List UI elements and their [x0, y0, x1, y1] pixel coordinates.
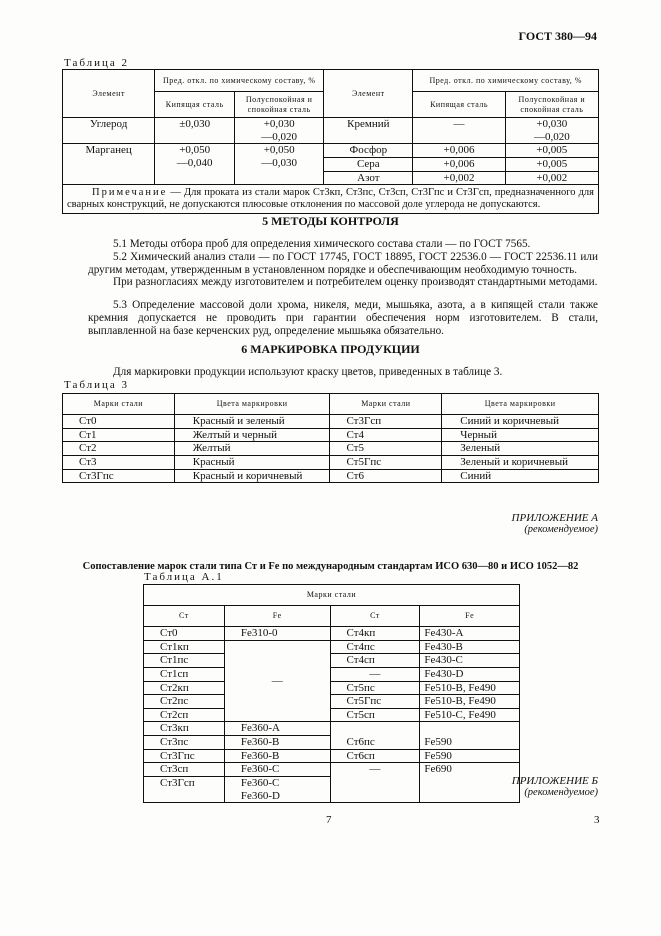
section6-p1: Для маркировки продукции используют краску цветов, приведенных в таблице 3. — [113, 366, 503, 378]
table-a1 — [143, 584, 520, 803]
ta1-cell: — — [330, 763, 420, 803]
ta1-cell: Ст6пс — [330, 736, 420, 750]
table3 — [62, 393, 599, 483]
ta1-cell-dash: — — [224, 640, 330, 722]
ta1-cell: Fe360-B — [224, 736, 330, 750]
ta1-cell: Ст1пс — [144, 654, 225, 668]
t2-row: Сера — [324, 157, 413, 171]
t3-cell: Красный и коричневый — [174, 469, 330, 483]
t2-row: Углерод — [63, 118, 155, 144]
table-a1-caption: Таблица А.1 — [144, 571, 224, 583]
ta1-cell: Ст3сп — [144, 763, 225, 777]
t3-cell: Зеленый — [442, 442, 599, 456]
ta1-cell: Ст3Гпс — [144, 749, 225, 763]
table2-caption: Таблица 2 — [64, 57, 130, 69]
ta1-cell: Ст5сп — [330, 708, 420, 722]
appendix-a-title: Сопоставление марок стали типа Ст и Fe по международным стандартам ИСО 630—80 и ИСО 1052—82 — [82, 561, 579, 572]
appendix-b-sub: (рекомендуемое) — [524, 787, 598, 798]
ta1-header-grades: Марки стали — [144, 585, 520, 606]
ta1-cell: Ст2сп — [144, 708, 225, 722]
ta1-cell — [330, 722, 420, 736]
t2-note: Примечание — Для проката из стали марок Ст3кп, Ст3пс, Ст3сп, Ст3Гпс и Ст3Гсп, предназначенного для сварных конструкций, не допускаются плюсовые отклонения по массовой доле углерода не допускаются. — [63, 185, 599, 214]
t3-header-grade: Марки стали — [63, 394, 175, 415]
t3-cell: Синий и коричневый — [442, 415, 599, 429]
t3-cell: Красный — [174, 455, 330, 469]
t3-header-color: Цвета маркировки — [442, 394, 599, 415]
t2-cell: +0,006 — [413, 157, 505, 171]
ta1-cell: Ст3Гсп — [144, 777, 225, 803]
t3-cell: Ст1 — [63, 428, 175, 442]
ta1-cell: Ст2пс — [144, 695, 225, 709]
t3-cell: Желтый — [174, 442, 330, 456]
t2-col-semi-right: Полуспокойная и спокойная сталь — [505, 92, 598, 118]
ta1-cell: Fe510-B, Fe490 — [420, 681, 520, 695]
t3-cell: Синий — [442, 469, 599, 483]
t2-row: Кремний — [324, 118, 413, 144]
ta1-cell: Fe430-A — [420, 627, 520, 641]
table2 — [62, 69, 599, 214]
ta1-cell: Fe360-B — [224, 749, 330, 763]
ta1-cell: Ст2кп — [144, 681, 225, 695]
t2-cell: +0,006 — [413, 144, 505, 158]
ta1-cell: Fe690 — [420, 763, 520, 803]
t3-cell: Ст3 — [63, 455, 175, 469]
ta1-cell: Fe360-A — [224, 722, 330, 736]
t2-col-boiling-right: Кипящая сталь — [413, 92, 505, 118]
t3-cell: Ст3Гпс — [63, 469, 175, 483]
section5-title: 5 МЕТОДЫ КОНТРОЛЯ — [262, 214, 399, 228]
t2-row: Марганец — [63, 144, 155, 185]
ta1-cell: Fe590 — [420, 736, 520, 750]
t2-col-dev-left: Пред. откл. по химическому составу, % — [155, 70, 324, 92]
ta1-cell: Fe510-B, Fe490 — [420, 695, 520, 709]
t2-col-element-left: Элемент — [63, 70, 155, 118]
section6-title: 6 МАРКИРОВКА ПРОДУКЦИИ — [241, 342, 420, 356]
ta1-cell: Ст6сп — [330, 749, 420, 763]
t2-cell: ±0,030 — [155, 118, 235, 144]
ta1-cell: Ст5Гпс — [330, 695, 420, 709]
table3-caption: Таблица 3 — [64, 379, 130, 391]
t2-row: Азот — [324, 171, 413, 185]
t2-cell: +0,002 — [505, 171, 598, 185]
ta1-cell: Fe310-0 — [224, 627, 330, 641]
ta1-cell: Fe360-C — [224, 763, 330, 777]
ta1-header-fe: Fe — [420, 606, 520, 627]
ta1-cell: Fe430-C — [420, 654, 520, 668]
t2-row: Фосфор — [324, 144, 413, 158]
t2-col-dev-right: Пред. откл. по химическому составу, % — [413, 70, 599, 92]
t3-cell: Ст5Гпс — [330, 455, 442, 469]
t2-col-boiling-left: Кипящая сталь — [155, 92, 235, 118]
t2-col-element-right: Элемент — [324, 70, 413, 118]
ta1-cell: — — [330, 667, 420, 681]
t3-cell: Ст2 — [63, 442, 175, 456]
ta1-cell: Ст1сп — [144, 667, 225, 681]
ta1-cell: Ст1кп — [144, 640, 225, 654]
t2-cell: +0,005 — [505, 144, 598, 158]
t2-col-semi-left: Полуспокойная и спокойная сталь — [235, 92, 324, 118]
t3-cell: Черный — [442, 428, 599, 442]
t3-cell: Зеленый и коричневый — [442, 455, 599, 469]
ta1-cell: Ст4сп — [330, 654, 420, 668]
ta1-cell: Fe430-D — [420, 667, 520, 681]
t3-header-color: Цвета маркировки — [174, 394, 330, 415]
appendix-b-label: ПРИЛОЖЕНИЕ Б — [511, 775, 598, 787]
t2-cell: +0,030 —0,020 — [235, 118, 324, 144]
ta1-cell: Fe430-B — [420, 640, 520, 654]
ta1-cell: Ст4кп — [330, 627, 420, 641]
t3-cell: Ст3Гсп — [330, 415, 442, 429]
ta1-cell: Fe360-C Fe360-D — [224, 777, 330, 803]
t3-header-grade: Марки стали — [330, 394, 442, 415]
ta1-cell: Ст5пс — [330, 681, 420, 695]
ta1-header-st: Ст — [144, 606, 225, 627]
ta1-cell: Ст3пс — [144, 736, 225, 750]
t3-cell: Красный и зеленый — [174, 415, 330, 429]
t3-cell: Желтый и черный — [174, 428, 330, 442]
appendix-a-label: ПРИЛОЖЕНИЕ А — [511, 512, 598, 524]
ta1-cell: Fe510-C, Fe490 — [420, 708, 520, 722]
t3-cell: Ст4 — [330, 428, 442, 442]
document-id: ГОСТ 380—94 — [518, 29, 597, 43]
ta1-header-fe: Fe — [224, 606, 330, 627]
ta1-cell: Fe590 — [420, 749, 520, 763]
appendix-a-sub: (рекомендуемое) — [524, 524, 598, 535]
t3-cell: Ст0 — [63, 415, 175, 429]
t3-cell: Ст5 — [330, 442, 442, 456]
ta1-cell — [420, 722, 520, 736]
t2-cell: +0,050 —0,040 — [155, 144, 235, 185]
page-number-center: 7 — [326, 814, 332, 826]
section5-p2: 5.2 Химический анализ стали — по ГОСТ 17745, ГОСТ 18895, ГОСТ 22536.0 — ГОСТ 22536.11 или другим методам, утвержденным в установленном порядке и обеспечивающим необходимую точность. — [88, 251, 598, 276]
section5-p4: 5.3 Определение массовой доли хрома, никеля, меди, мышьяка, азота, а в кипящей стали также кремния допускается не проводить при гарантии обеспечения норм изготовителем. В стали, выплавленной на базе керченских руд, определение мышьяка обязательно. — [88, 299, 598, 337]
section5-p3: При разногласиях между изготовителем и потребителем оценку производят стандартными методами. — [113, 276, 598, 288]
t2-cell: +0,005 — [505, 157, 598, 171]
t2-cell: +0,050 —0,030 — [235, 144, 324, 185]
ta1-cell: Ст0 — [144, 627, 225, 641]
t2-cell: +0,030 —0,020 — [505, 118, 598, 144]
ta1-cell: Ст4пс — [330, 640, 420, 654]
ta1-header-st: Ст — [330, 606, 420, 627]
t2-cell: +0,002 — [413, 171, 505, 185]
ta1-cell: Ст3кп — [144, 722, 225, 736]
page-number-right: 3 — [594, 814, 600, 826]
section5-p1: 5.1 Методы отбора проб для определения химического состава стали — по ГОСТ 7565. — [113, 238, 531, 250]
t2-cell: — — [413, 118, 505, 144]
t3-cell: Ст6 — [330, 469, 442, 483]
